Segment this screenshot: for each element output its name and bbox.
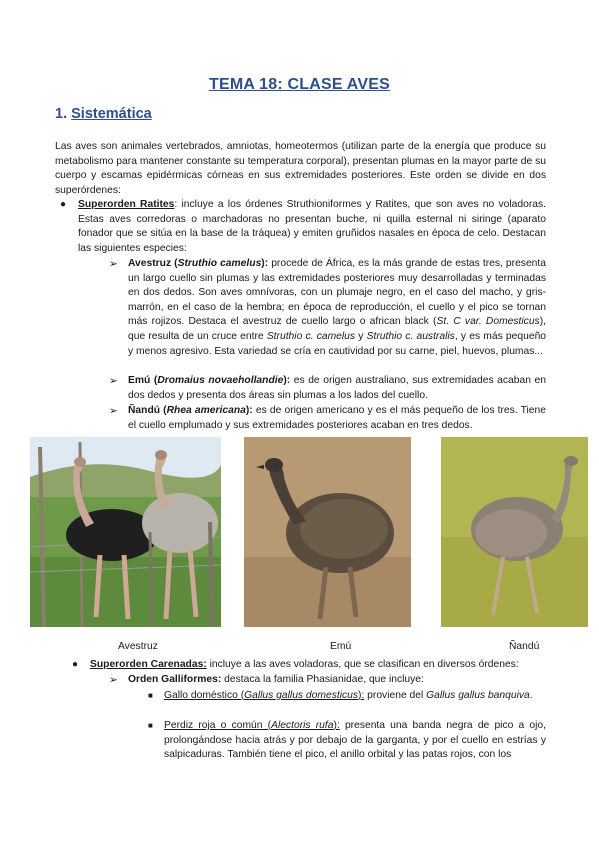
square-marker: ■	[148, 721, 153, 730]
rhea-illustration	[441, 437, 588, 627]
bullet-carenadas	[72, 658, 546, 673]
item-perdiz: ■ Perdiz roja o común (Alectoris rufa): presenta una banda negra de pico a ojo, prolongándose hacia atrás y por debajo de la garganta, y por el cuello en estrías y salpicaduras. También tiene el pico, el anillo orbital y las patas rojos, con los	[148, 720, 546, 761]
item-nandu: ➢ Ñandú (Rhea americana): es de origen americano y es el más pequeño de los tres. Tiene el cuello emplumado y sus extremidades posteriores acaban en tres dedos.	[109, 405, 546, 431]
section-label: Sistemática	[71, 106, 152, 122]
emu-illustration	[244, 437, 411, 627]
rhea-photo	[441, 437, 588, 627]
ostrich-illustration	[30, 437, 221, 627]
document-title: TEMA 18: CLASE AVES	[208, 76, 390, 93]
section-heading	[55, 106, 152, 122]
ratites-text: : incluye a los órdenes Struthioniformes y Ratites, que son aves no voladoras. Estas aves corredoras o marchadoras no presentan buche, ni quilla esternal ni siringe (aparato fonador que se sitúa en la base de la tráquea) y emiten gruñidos nasales en época de celo. Destacan las siguientes especies:	[78, 199, 546, 254]
arrow-marker: ➢	[109, 405, 118, 417]
ostrich-photo	[30, 437, 221, 627]
caption-nandu: Ñandú	[509, 641, 540, 652]
item-avestruz: ➢ Avestruz (Struthio camelus): procede de África, es la más grande de estas tres, presenta un largo cuello sin plumas y las extremidades posteriores muy desarrolladas y terminadas en dos dedos. Son aves omnívoras, con un plumaje negro, en el caso del macho, y gris-marrón, en el caso de la hembra; en época de reproducción, el cuello y el pico se tornan más rojizos. Destaca el avestruz de cuello largo o african black (St. C var. Domesticus), que resulta de un cruce entre Struthio c. camelus y Struthio c. australis, y es más pequeño y menos agresivo. Esta variedad se cría en cautividad por su carne, piel, huevos, plumas...	[109, 258, 547, 357]
carenadas-heading: Superorden Carenadas:	[90, 659, 207, 670]
emu-photo	[244, 437, 411, 627]
arrow-marker: ➢	[109, 258, 118, 270]
bullet-dot: ●	[60, 199, 67, 210]
item-gallo: ■ Gallo doméstico (Gallus gallus domesticus): proviene del Gallus gallus banquiva.	[164, 689, 546, 704]
carenadas-text: incluye a las aves voladoras, que se clasifican en diversos órdenes:	[206, 659, 519, 670]
item-emu: ➢ Emú (Dromaius novaehollandie): es de origen australiano, sus extremidades acaban en dos dedos y presenta dos áreas sin plumas a los lados del cuello.	[109, 375, 546, 401]
section-number: 1.	[55, 106, 68, 122]
arrow-marker: ➢	[109, 674, 118, 686]
item-galliformes: ➢ Orden Galliformes: destaca la familia Phasianidae, que incluye:	[109, 674, 424, 686]
square-marker: ■	[148, 691, 153, 700]
bullet-dot: ●	[72, 659, 79, 670]
bullet-ratites	[60, 198, 546, 256]
intro-paragraph: Las aves son animales vertebrados, amniotas, homeotermos (utilizan parte de la energía que produce su metabolismo para mantener constante su temperatura corporal), presentan plumas en la mayor parte de su cuerpo y escamas epidérmicas córneas en sus extremidades posteriores. Este orden se divide en dos superórdenes:	[55, 141, 546, 196]
ratites-heading: Superorden Ratites	[78, 199, 175, 210]
caption-avestruz: Avestruz	[118, 641, 158, 652]
caption-emu: Emú	[330, 641, 352, 652]
arrow-marker: ➢	[109, 375, 118, 387]
